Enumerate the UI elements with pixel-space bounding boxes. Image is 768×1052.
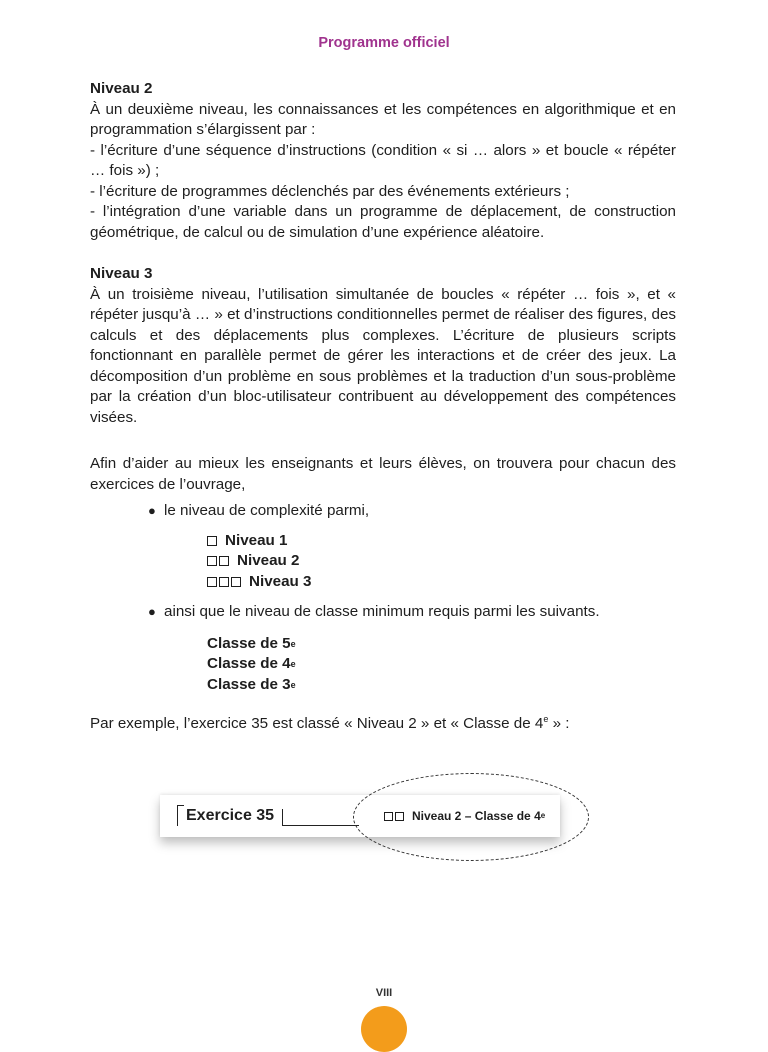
bullet-complexity (148, 501, 676, 522)
section-title-niveau-3: Niveau 3 (90, 265, 153, 282)
class-label: Classe de 3 (207, 675, 291, 693)
example-title: Exercice 35 (186, 807, 275, 824)
bullet-complexity-text: le niveau de complexité parmi, (164, 502, 370, 519)
example-level: Niveau 2 – Classe de 4 e (384, 809, 545, 823)
level-item-3 (207, 572, 676, 593)
bullet-dot-icon: ● (148, 604, 156, 619)
section3-text: À un troisième niveau, l’utilisation simultanée de boucles « répéter … fois », et « répéter jusqu’à … » et d’instructions conditionnelles permet de réaliser des figures, des calculs et des déplacements plus complexes. L’écriture de plusieurs scripts fonctionnant en parallèle permet de gérer les interactions et de créer des jeux. La décomposition d’un problème en sous problèmes et la traduction d’un sous-problème par la création d’un bloc-utilisateur contribuent au développement des compétences visées. (90, 285, 676, 426)
page-header: Programme officiel (318, 35, 450, 51)
square-icon (207, 577, 243, 587)
example-sentence-end: » : (548, 715, 570, 732)
bullet-class-level (148, 602, 676, 623)
example-sentence (90, 714, 676, 735)
square-icon (207, 556, 231, 566)
class-label: Classe de 5 (207, 634, 291, 652)
section2-line-3: - l’écriture de programmes déclenchés par des événements extérieurs ; (90, 182, 570, 200)
bracket-right (282, 809, 359, 826)
page-number: VIII (375, 987, 393, 999)
section2-line-2: - l’écriture d’une séquence d’instructions (condition « si … alors » et boucle « répéter … fois ») ; (90, 141, 676, 179)
section2-line-1: À un deuxième niveau, les connaissances et les compétences en algorithmique et en programmation s’élargissent par : (90, 100, 676, 138)
level-item-1 (207, 531, 676, 552)
section2-line-4: - l’intégration d’une variable dans un programme de déplacement, de construction géométrique, de calcul ou de simulation d’une expérience aléatoire. (90, 203, 676, 241)
main-content (90, 79, 676, 735)
example-sentence-sup: e (543, 713, 549, 724)
class-item-5: Classe de 5 e (207, 634, 676, 655)
orange-circle-decoration (361, 1006, 407, 1052)
level-label: Niveau 2 (237, 552, 300, 569)
classes-list (207, 634, 676, 696)
level-item-2 (207, 551, 676, 572)
bullet-dot-icon: ● (148, 503, 156, 518)
levels-list (207, 531, 676, 593)
square-icon (384, 812, 406, 821)
class-label: Classe de 4 (207, 655, 291, 672)
level-label: Niveau 1 (225, 531, 288, 549)
example-level-label: Niveau 2 – Classe de 4 (412, 809, 541, 823)
example-sentence-text: Par exemple, l’exercice 35 est classé « Niveau 2 » et « Classe de 4 (90, 715, 544, 732)
class-item-4: Classe de 4 e (207, 654, 676, 675)
intro-text: Afin d’aider au mieux les enseignants et leurs élèves, on trouvera pour chacun des exercices de l’ouvrage, (90, 455, 676, 493)
example-illustration (160, 773, 590, 863)
class-item-3: Classe de 3 e (207, 675, 676, 696)
section-title-niveau-2: Niveau 2 (90, 80, 153, 97)
square-icon (207, 536, 219, 546)
bracket-left (177, 805, 184, 826)
bullet-class-level-text: ainsi que le niveau de classe minimum requis parmi les suivants. (164, 603, 600, 620)
level-label: Niveau 3 (249, 572, 312, 590)
